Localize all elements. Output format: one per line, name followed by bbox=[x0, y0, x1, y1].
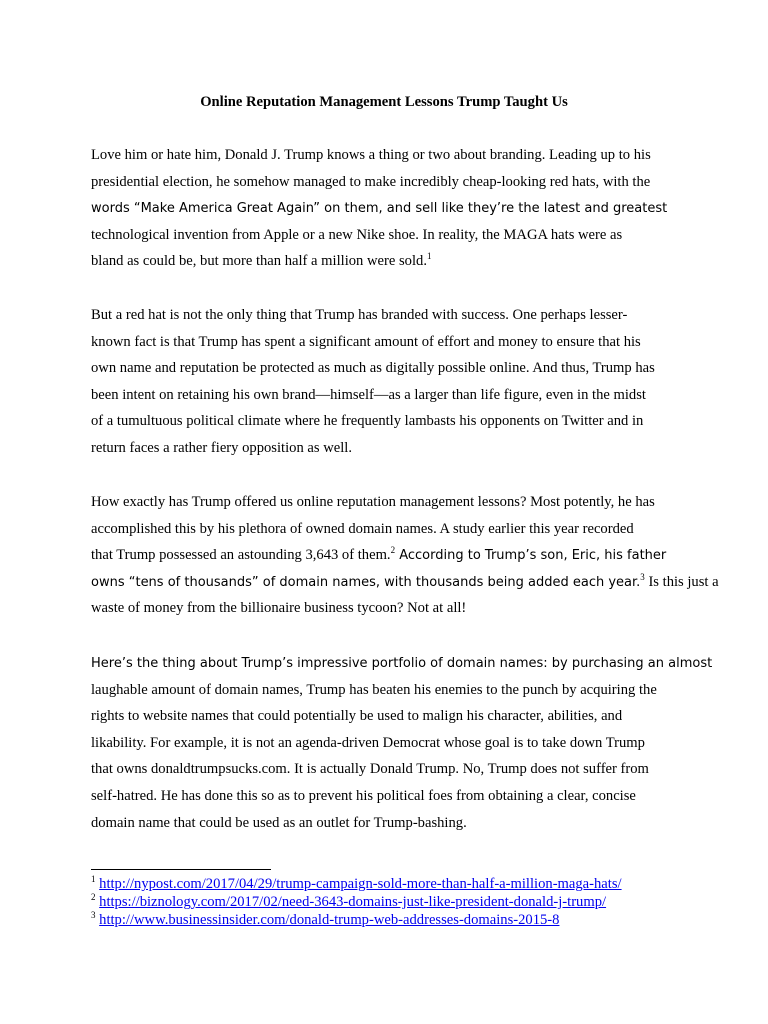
line-text: rights to website names that could potentially be used to malign his character, abilities, and bbox=[91, 708, 623, 725]
line-text-continued: Is this just a bbox=[644, 573, 719, 590]
line-text: But a red hat is not the only thing that Trump has branded with success. One perhaps lesser- bbox=[91, 307, 628, 323]
footnote-reference: 1 bbox=[426, 251, 432, 262]
footnote-1 bbox=[91, 876, 622, 893]
footnote-number: 3 bbox=[91, 910, 96, 921]
footnote-link[interactable]: https://biznology.com/2017/02/need-3643-domains-just-like-president-donald-j-trump/ bbox=[99, 894, 607, 910]
text-line bbox=[91, 382, 691, 409]
paragraph-4 bbox=[91, 650, 713, 836]
text-line bbox=[91, 650, 713, 677]
line-text: technological invention from Apple or a new Nike shoe. In reality, the MAGA hats were as bbox=[91, 226, 623, 243]
line-text: accomplished this by his plethora of owned domain names. A study earlier this year recorded bbox=[91, 520, 634, 537]
line-text: known fact is that Trump has spent a significant amount of effort and money to ensure that his bbox=[91, 333, 641, 350]
text-line bbox=[91, 489, 691, 516]
text-line bbox=[91, 435, 691, 462]
footnote-2 bbox=[91, 894, 606, 911]
footnote-link[interactable]: http://nypost.com/2017/04/29/trump-campaign-sold-more-than-half-a-million-maga-hats/ bbox=[99, 876, 622, 892]
text-line bbox=[91, 355, 691, 382]
text-line bbox=[91, 703, 691, 730]
text-line bbox=[91, 810, 691, 837]
line-text: of a tumultuous political climate where he frequently lambasts his opponents on Twitter and in bbox=[91, 413, 644, 430]
footnote-number: 1 bbox=[91, 874, 96, 885]
text-line bbox=[91, 302, 691, 329]
text-line bbox=[91, 516, 691, 543]
line-text: domain name that could be used as an outlet for Trump-bashing. bbox=[91, 814, 467, 831]
document-title: Online Reputation Management Lessons Trump Taught Us bbox=[200, 94, 568, 110]
text-line bbox=[91, 408, 691, 435]
line-text: return faces a rather fiery opposition as well. bbox=[91, 439, 352, 456]
footnote-reference: 2 bbox=[390, 545, 396, 556]
text-line bbox=[91, 222, 691, 249]
line-text: Love him or hate him, Donald J. Trump knows a thing or two about branding. Leading up to his bbox=[91, 147, 651, 163]
line-text: owns “tens of thousands” of domain names, with thousands being added each year. bbox=[91, 574, 641, 590]
line-text: own name and reputation be protected as much as digitally possible online. And thus, Trump has bbox=[91, 360, 655, 377]
paragraph-2 bbox=[91, 302, 691, 462]
text-line bbox=[91, 783, 691, 810]
line-text: presidential election, he somehow managed to make incredibly cheap-looking red hats, with the bbox=[91, 173, 651, 190]
text-line bbox=[91, 195, 691, 222]
line-text: Here’s the thing about Trump’s impressive portfolio of domain names: by purchasing an almost bbox=[91, 656, 713, 671]
line-text: waste of money from the billionaire business tycoon? Not at all! bbox=[91, 600, 467, 617]
line-text: that Trump possessed an astounding 3,643 of them. bbox=[91, 547, 391, 564]
line-text: laughable amount of domain names, Trump has beaten his enemies to the punch by acquiring the bbox=[91, 681, 657, 698]
line-text-continued: According to Trump’s son, Eric, his father bbox=[395, 548, 667, 564]
footnote-number: 2 bbox=[91, 892, 96, 903]
line-text: self-hatred. He has done this so as to prevent his political foes from obtaining a clear, concise bbox=[91, 787, 636, 804]
text-line bbox=[91, 248, 691, 275]
text-line bbox=[91, 677, 691, 704]
line-text: How exactly has Trump offered us online reputation management lessons? Most potently, he has bbox=[91, 494, 655, 510]
text-line bbox=[91, 142, 691, 169]
text-line bbox=[91, 756, 691, 783]
line-text: that owns donaldtrumpsucks.com. It is actually Donald Trump. No, Trump does not suffer from bbox=[91, 761, 649, 778]
footnote-3 bbox=[91, 912, 559, 929]
line-text: words “Make America Great Again” on them, and sell like they’re the latest and greatest bbox=[91, 201, 668, 217]
footnote-reference: 3 bbox=[640, 571, 645, 582]
text-line bbox=[91, 169, 691, 196]
line-text: been intent on retaining his own brand—himself—as a larger than life figure, even in the midst bbox=[91, 386, 646, 403]
footnote-link[interactable]: http://www.businessinsider.com/donald-trump-web-addresses-domains-2015-8 bbox=[99, 912, 560, 928]
line-text: likability. For example, it is not an agenda-driven Democrat whose goal is to take down Trump bbox=[91, 734, 645, 751]
text-line bbox=[91, 595, 691, 622]
text-line bbox=[91, 542, 691, 569]
line-text: bland as could be, but more than half a million were sold. bbox=[91, 253, 427, 270]
paragraph-1 bbox=[91, 142, 691, 275]
text-line bbox=[91, 569, 719, 596]
paragraph-3 bbox=[91, 489, 719, 622]
footnote-separator bbox=[91, 869, 271, 870]
text-line bbox=[91, 329, 691, 356]
text-line bbox=[91, 730, 691, 757]
